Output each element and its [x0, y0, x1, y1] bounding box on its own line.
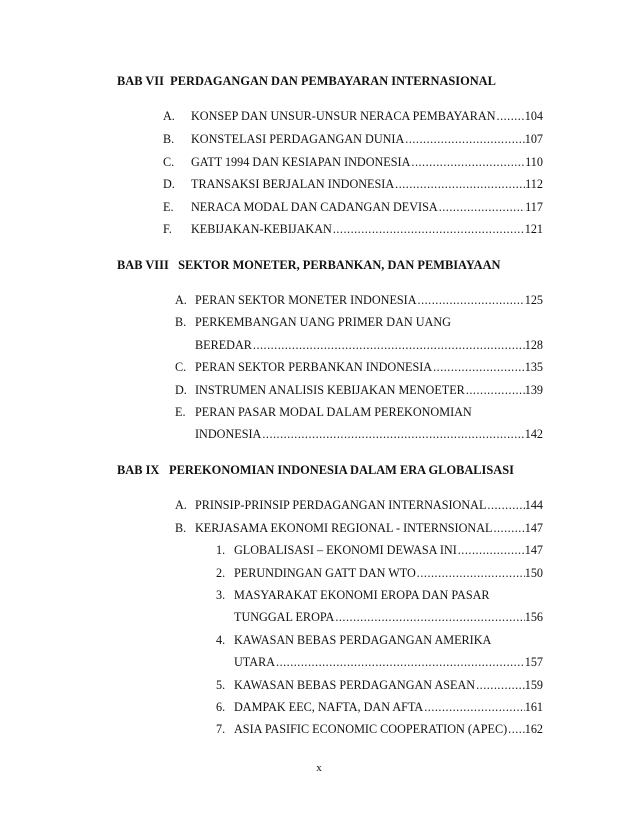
- toc-subentry-continuation[interactable]: [234, 610, 543, 626]
- toc-entry-page: 159: [524, 678, 543, 692]
- toc-entry-page: 161: [524, 700, 543, 714]
- toc-entry[interactable]: [163, 132, 543, 148]
- toc-entry-page: 128: [524, 338, 543, 352]
- toc-entry-text: PERAN PASAR MODAL DALAM PEREKONOMIAN: [195, 405, 472, 419]
- toc-entry-page: 139: [524, 383, 543, 397]
- leader-dots: [405, 132, 524, 147]
- toc-entry-text: PERKEMBANGAN UANG PRIMER DAN UANG: [195, 315, 451, 329]
- leader-dots: [253, 338, 525, 353]
- toc-entry-label: 7.: [216, 722, 226, 736]
- toc-entry-text: INDONESIA: [195, 427, 262, 441]
- leader-dots: [433, 360, 525, 375]
- toc-entry-label: D.: [175, 383, 187, 397]
- toc-entry[interactable]: [163, 109, 543, 125]
- toc-subentry[interactable]: [216, 678, 543, 694]
- leader-dots: [487, 498, 524, 513]
- toc-entry-label: A.: [163, 109, 175, 123]
- leader-dots: [276, 655, 525, 670]
- toc-entry-label: F.: [163, 222, 172, 236]
- toc-entry-page: 135: [524, 360, 543, 374]
- leader-dots: [466, 383, 525, 398]
- toc-entry-text: TRANSAKSI BERJALAN INDONESIA: [191, 177, 395, 191]
- toc-entry-label: E.: [163, 200, 174, 214]
- toc-entry-text: TUNGGAL EROPA: [234, 610, 335, 624]
- toc-entry[interactable]: [163, 200, 543, 216]
- toc-entry[interactable]: [163, 222, 543, 238]
- leader-dots: [395, 177, 525, 192]
- toc-subentry[interactable]: [216, 566, 543, 582]
- toc-entry-label: D.: [163, 177, 175, 191]
- page-number: x: [316, 762, 322, 774]
- leader-dots: [497, 109, 525, 124]
- toc-entry-text: PRINSIP-PRINSIP PERDAGANGAN INTERNASIONAL: [195, 498, 487, 512]
- toc-entry-label: B.: [175, 315, 187, 329]
- leader-dots: [458, 543, 525, 558]
- leader-dots: [439, 200, 525, 215]
- toc-subentry-continuation[interactable]: [234, 655, 543, 671]
- toc-entry-text: GATT 1994 DAN KESIAPAN INDONESIA: [191, 155, 411, 169]
- toc-entry-page: 157: [524, 655, 543, 669]
- toc-entry-text: ASIA PASIFIC ECONOMIC COOPERATION (APEC): [234, 722, 508, 736]
- toc-subentry-first-line[interactable]: [216, 633, 491, 648]
- toc-entry-text: PERAN SEKTOR PERBANKAN INDONESIA: [195, 360, 433, 374]
- toc-entry[interactable]: [175, 293, 543, 309]
- toc-entry-page: 117: [525, 200, 543, 214]
- chapter-title: PEREKONOMIAN INDONESIA DALAM ERA GLOBALISASI: [169, 463, 514, 477]
- leader-dots: [493, 521, 524, 536]
- toc-entry-label: 2.: [216, 566, 226, 580]
- toc-entry-page: 142: [524, 427, 543, 441]
- chapter-heading: [117, 74, 496, 89]
- chapter-heading: [117, 463, 514, 478]
- toc-entry-text: MASYARAKAT EKONOMI EROPA DAN PASAR: [234, 588, 490, 602]
- toc-entry-page: 112: [525, 177, 543, 191]
- toc-subentry-first-line[interactable]: [216, 588, 490, 603]
- toc-entry-page: 150: [524, 566, 543, 580]
- toc-entry-page: 110: [525, 155, 543, 169]
- toc-entry-text: UTARA: [234, 655, 276, 669]
- toc-entry[interactable]: [163, 155, 543, 171]
- toc-entry-label: B.: [175, 521, 187, 535]
- chapter-heading: [117, 258, 501, 273]
- toc-entry-text: KONSEP DAN UNSUR-UNSUR NERACA PEMBAYARAN: [191, 109, 496, 123]
- leader-dots: [418, 293, 525, 308]
- toc-entry-text: BEREDAR: [195, 338, 252, 352]
- toc-entry-label: 6.: [216, 700, 226, 714]
- toc-entry-label: A.: [175, 498, 187, 512]
- toc-entry-text: PERUNDINGAN GATT DAN WTO: [234, 566, 416, 580]
- toc-entry-label: 4.: [216, 633, 226, 647]
- toc-entry-text: KEBIJAKAN-KEBIJAKAN: [191, 222, 332, 236]
- toc-entry-label: A.: [175, 293, 187, 307]
- toc-entry-page: 162: [524, 722, 543, 736]
- toc-subentry[interactable]: [216, 722, 543, 738]
- toc-entry[interactable]: [175, 383, 543, 399]
- chapter-number: BAB VII: [117, 74, 164, 88]
- toc-entry-label: E.: [175, 405, 186, 419]
- chapter-title: SEKTOR MONETER, PERBANKAN, DAN PEMBIAYAAN: [178, 258, 501, 272]
- toc-entry-text: KERJASAMA EKONOMI REGIONAL - INTERNSIONAL: [195, 521, 493, 535]
- toc-entry-continuation[interactable]: [195, 427, 543, 443]
- leader-dots: [262, 427, 524, 442]
- toc-entry-label: C.: [175, 360, 187, 374]
- toc-entry-page: 107: [524, 132, 543, 146]
- leader-dots: [508, 722, 525, 737]
- toc-entry-first-line[interactable]: [175, 315, 451, 330]
- toc-entry-first-line[interactable]: [175, 405, 472, 420]
- leader-dots: [333, 222, 525, 237]
- toc-entry-text: INSTRUMEN ANALISIS KEBIJAKAN MENOETER: [195, 383, 465, 397]
- toc-entry-text: KONSTELASI PERDAGANGAN DUNIA: [191, 132, 405, 146]
- toc-entry-text: NERACA MODAL DAN CADANGAN DEVISA: [191, 200, 438, 214]
- toc-entry[interactable]: [163, 177, 543, 193]
- toc-entry-page: 156: [524, 610, 543, 624]
- leader-dots: [424, 700, 524, 715]
- leader-dots: [411, 155, 525, 170]
- leader-dots: [335, 610, 524, 625]
- toc-entry-continuation[interactable]: [195, 338, 543, 354]
- toc-entry-page: 147: [524, 521, 543, 535]
- toc-entry-text: KAWASAN BEBAS PERDAGANGAN ASEAN: [234, 678, 476, 692]
- toc-entry[interactable]: [175, 360, 543, 376]
- toc-entry-text: KAWASAN BEBAS PERDAGANGAN AMERIKA: [234, 633, 492, 647]
- chapter-title: PERDAGANGAN DAN PEMBAYARAN INTERNASIONAL: [170, 74, 496, 88]
- toc-entry[interactable]: [175, 521, 543, 537]
- leader-dots: [476, 678, 525, 693]
- toc-entry-page: 147: [524, 543, 543, 557]
- toc-entry-page: 144: [524, 498, 543, 512]
- toc-subentry[interactable]: [216, 543, 543, 559]
- leader-dots: [417, 566, 525, 581]
- toc-entry-text: DAMPAK EEC, NAFTA, DAN AFTA: [234, 700, 424, 714]
- toc-entry-text: GLOBALISASI – EKONOMI DEWASA INI: [234, 543, 457, 557]
- toc-entry-label: B.: [163, 132, 175, 146]
- toc-entry-page: 125: [524, 293, 543, 307]
- toc-entry-label: 3.: [216, 588, 226, 602]
- toc-entry-text: PERAN SEKTOR MONETER INDONESIA: [195, 293, 417, 307]
- toc-entry-label: C.: [163, 155, 175, 169]
- toc-entry[interactable]: [175, 498, 543, 514]
- chapter-number: BAB IX: [117, 463, 160, 477]
- toc-entry-label: 5.: [216, 678, 226, 692]
- toc-entry-page: 104: [524, 109, 543, 123]
- toc-entry-label: 1.: [216, 543, 226, 557]
- toc-subentry[interactable]: [216, 700, 543, 716]
- chapter-number: BAB VIII: [117, 258, 169, 272]
- toc-entry-page: 121: [524, 222, 543, 236]
